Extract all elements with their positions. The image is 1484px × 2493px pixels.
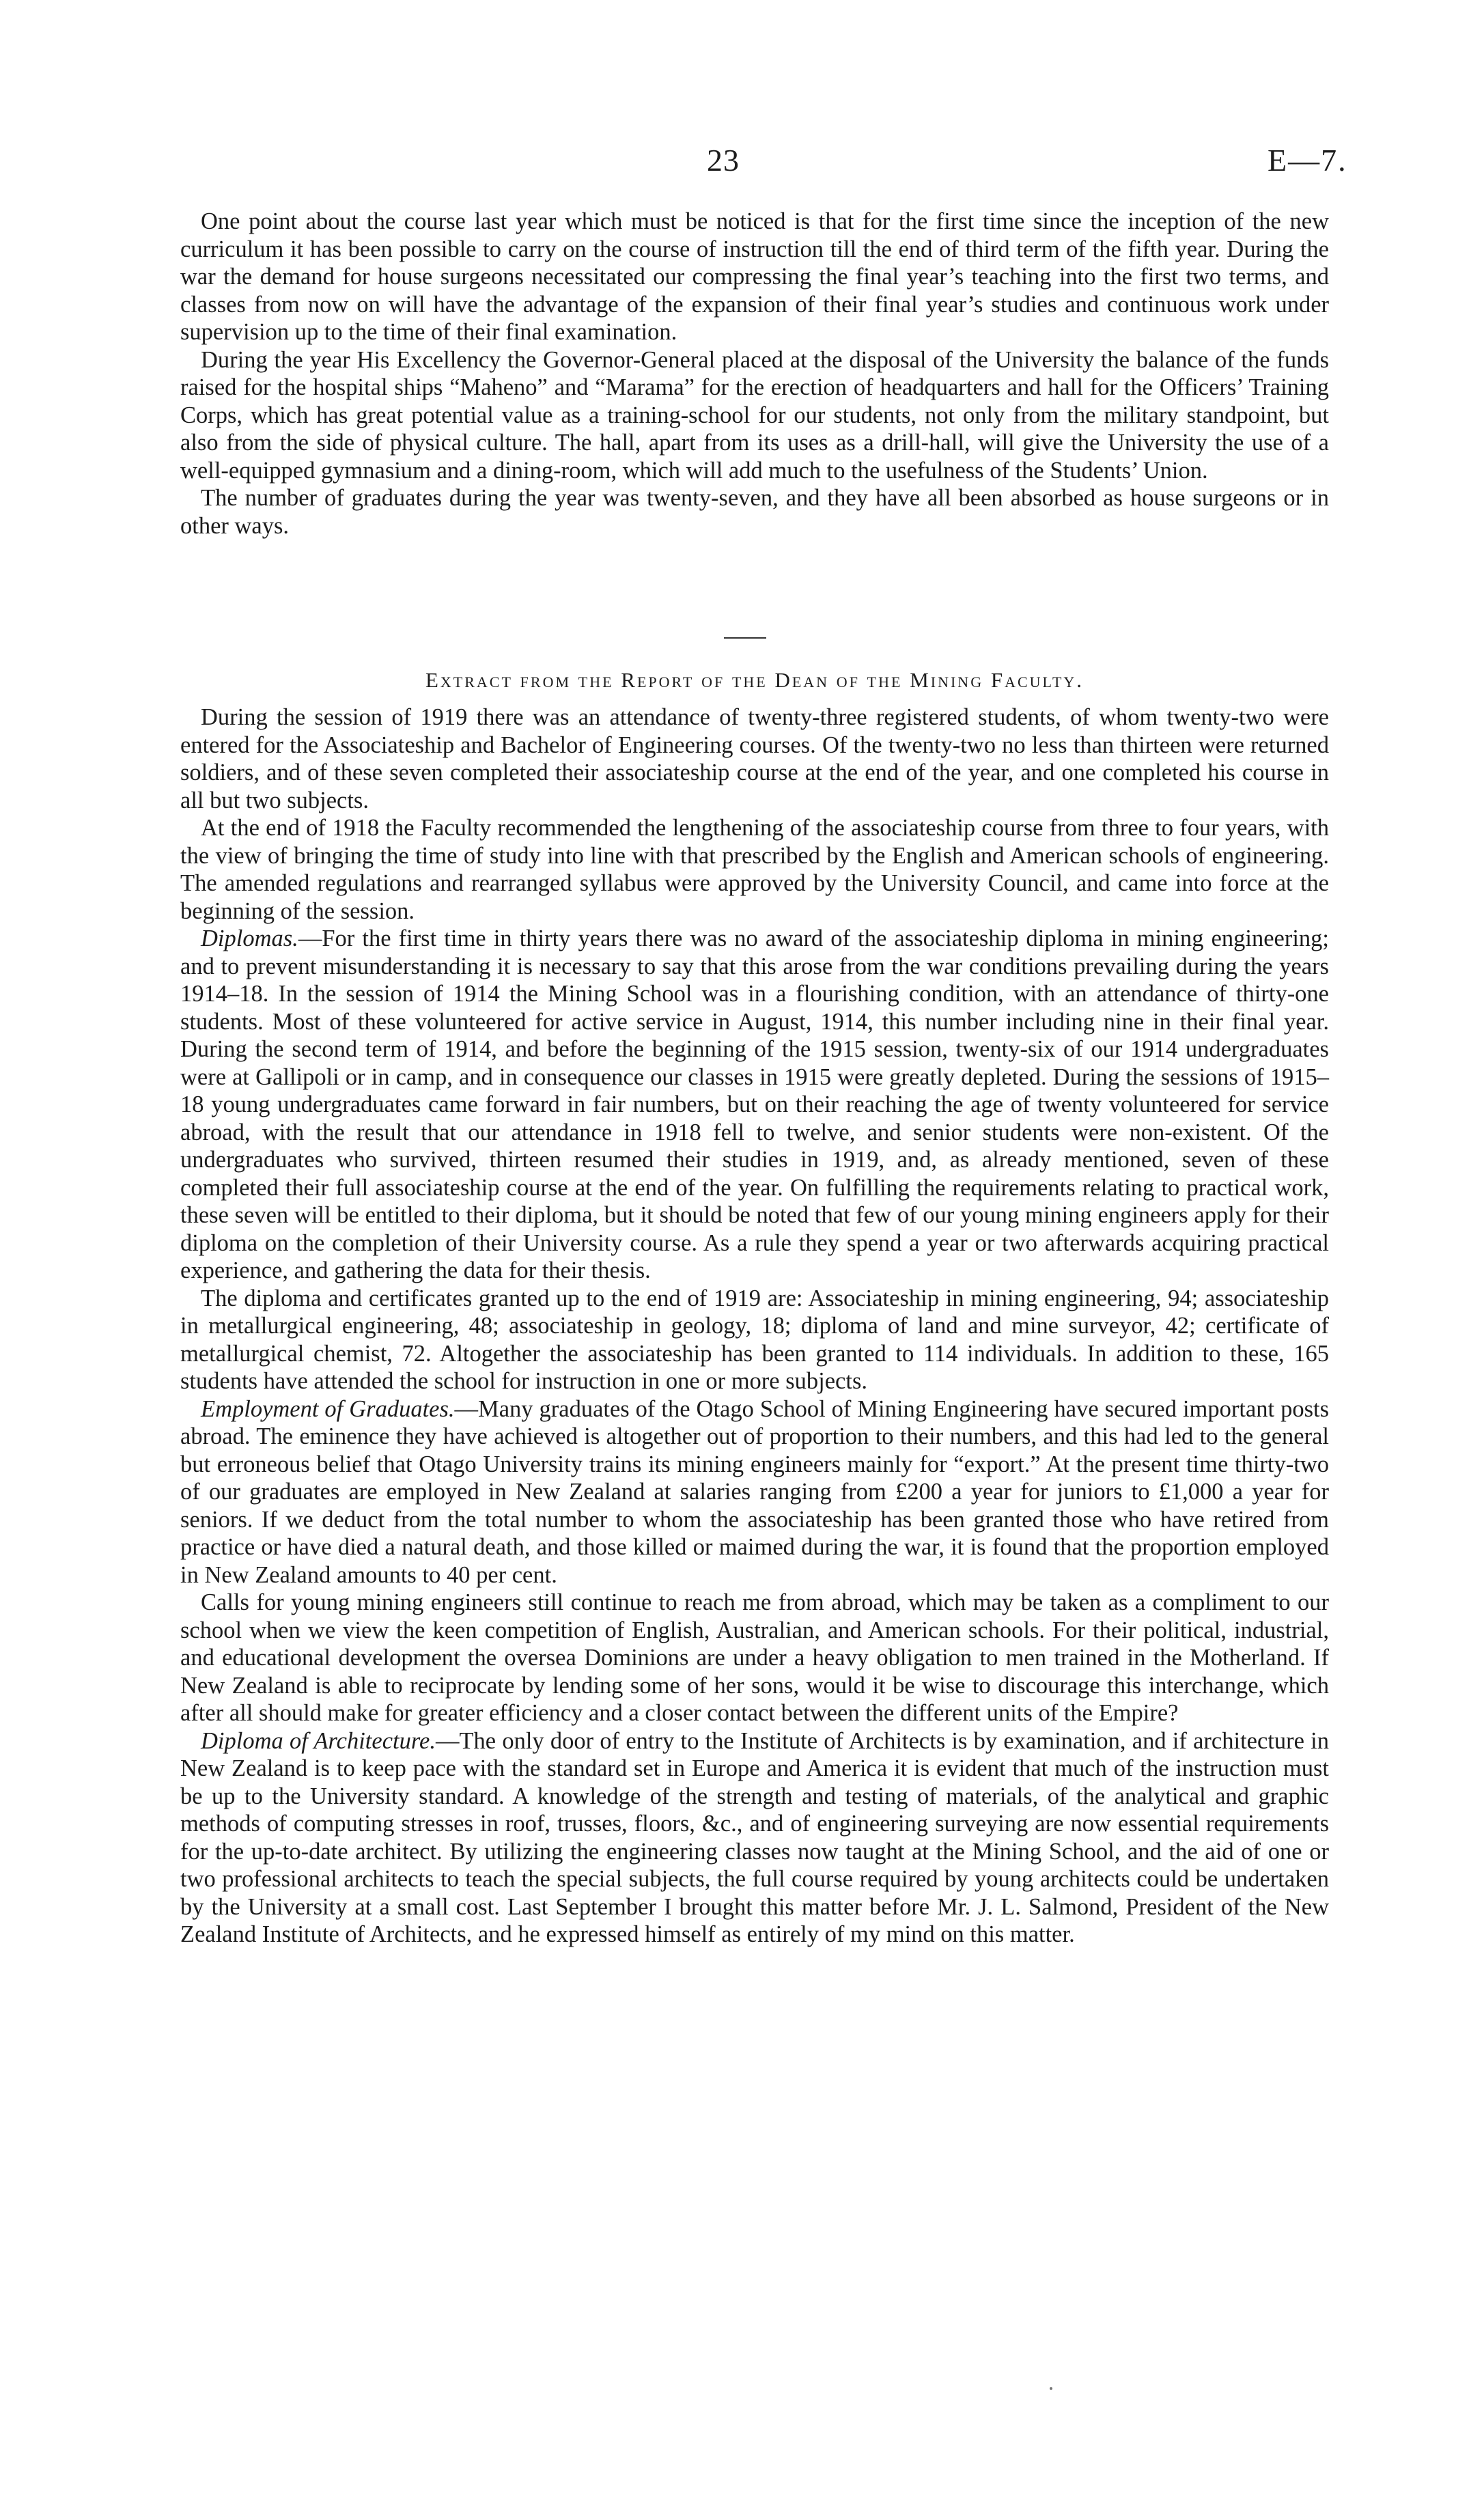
section-heading: Extract from the Report of the Dean of the Mining Faculty. bbox=[425, 668, 1084, 692]
paragraph bbox=[180, 1285, 1329, 1395]
paragraph-text: At the end of 1918 the Faculty recommended the lengthening of the associateship course from three to four years, with the view of bringing the time of study into line with that prescribed by the English and American schools of engineering. The amended regulations and rearranged syllabus were approved by the University Council, and came into force at the beginning of the session. bbox=[180, 815, 1329, 924]
paragraph-text: —Many graduates of the Otago School of Mining Engineering have secured important posts abroad. The eminence they have achieved is altogether out of proportion to their numbers, and this had led to the general but erroneous belief that Otago University trains its mining engineers mainly for “export.” At the present time thirty-two of our graduates are employed in New Zealand at salaries ranging from £200 a year for juniors to £1,000 a year for seniors. If we deduct from the total number to whom the associateship has been granted those who have retired from practice or have died a natural death, and those killed or maimed during the war, it is found that the proportion employed in New Zealand amounts to 40 per cent. bbox=[180, 1395, 1330, 1588]
report-reference: E—7. bbox=[1268, 143, 1347, 178]
paragraph: During the year His Excellency the Governor-General placed at the disposal of the University the balance of the funds raised for the hospital ships “Maheno” and “Marama” for the erection of headquarters and hall for the Officers’ Training Corps, which has great potential value as a training-school for our students, not only from the military standpoint, but also from the side of physical culture. The hall, apart from its uses as a drill-hall, will give the University the use of a well-equipped gymnasium and a dining-room, which will add much to the usefulness of the Students’ Union. bbox=[180, 346, 1329, 484]
paragraph-text: —The only door of entry to the Institute of Architects is by examination, and if architecture in New Zealand is to keep pace with the standard set in Europe and America it is evident that much of the instruction must be up to the University standard. A knowledge of the strength and testing of materials, of the analytical and graphic methods of computing stresses in roof, trusses, floors, &c., and of engineering surveying are now essential requirements for the up-to-date architect. By utilizing the engineering classes now taught at the Mining School, and the aid of one or two professional architects to teach the special subjects, the full course required by young architects could be undertaken by the University at a small cost. Last September I brought this matter before Mr. J. L. Salmond, President of the New Zealand Institute of Architects, and he expressed himself as entirely of my mind on this matter. bbox=[180, 1727, 1329, 1947]
paragraph: The number of graduates during the year was twenty-seven, and they have all been absorbed as house surgeons or in other ways. bbox=[180, 485, 1329, 539]
paragraph bbox=[180, 1395, 1329, 1589]
medical-report-text bbox=[180, 208, 1329, 540]
paragraph: One point about the course last year which must be noticed is that for the first time since the inception of the new curriculum it has been possible to carry on the course of instruction till the end of third term of the fifth year. During the war the demand for house surgeons necessitated our compressing the final year’s teaching into the first two terms, and classes from now on will have the advantage of the expansion of their final year’s studies and continuous work under supervision up to the time of their final examination. bbox=[180, 208, 1329, 345]
paragraph-text: The diploma and certificates granted up to the end of 1919 are: Associateship in mining engineering, 94; associateship in metallurgical engineering, 48; associateship in geology, 18; diploma of land and mine surveyor, 42; certificate of metallurgical chemist, 72. Altogether the associateship has been granted to 114 individuals. In addition to these, 165 students have attended the school for instruction in one or more subjects. bbox=[180, 1285, 1329, 1394]
section-divider bbox=[724, 637, 766, 639]
mining-faculty-report bbox=[180, 704, 1329, 1949]
paragraph-text: Calls for young mining engineers still continue to reach me from abroad, which may be taken as a compliment to our school when we view the keen competition of English, Australian, and American schools. For their political, industrial, and educational development the oversea Dominions are under a heavy obligation to men trained in the Motherland. If New Zealand is able to reciprocate by lending some of her sons, would it be wise to discourage this interchange, which after all should make for greater efficiency and a closer contact between the different units of the Empire? bbox=[180, 1589, 1329, 1726]
page-number: 23 bbox=[707, 143, 740, 178]
paragraph bbox=[180, 1727, 1329, 1949]
print-speck bbox=[1050, 2387, 1052, 2390]
architecture-lead: Diploma of Architecture. bbox=[201, 1727, 436, 1754]
diplomas-lead: Diplomas. bbox=[201, 925, 298, 951]
paragraph bbox=[180, 814, 1329, 925]
paragraph bbox=[180, 1589, 1329, 1727]
paragraph bbox=[180, 925, 1329, 1285]
employment-lead: Employment of Graduates. bbox=[201, 1395, 455, 1422]
paragraph-text: During the session of 1919 there was an attendance of twenty-three registered students, of whom twenty-two were entered for the Associateship and Bachelor of Engineering courses. Of the twenty-two no less than thirteen were returned soldiers, and of these seven completed their associateship course at the end of the year, and one completed his course in all but two subjects. bbox=[180, 704, 1329, 813]
paragraph bbox=[180, 704, 1329, 814]
paragraph-text: —For the first time in thirty years there was no award of the associateship diploma in mining engineering; and to prevent misunderstanding it is necessary to say that this arose from the war conditions prevailing during the years 1914–18. In the session of 1914 the Mining School was in a flourishing condition, with an attendance of thirty-one students. Most of these volunteered for active service in August, 1914, this number including nine in their final year. During the second term of 1914, and before the beginning of the 1915 session, twenty-six of our 1914 undergraduates were at Gallipoli or in camp, and in consequence our classes in 1915 were greatly depleted. During the sessions of 1915–18 young undergraduates came forward in fair numbers, but on their reaching the age of twenty volunteered for service abroad, with the result that our attendance in 1918 fell to twelve, and senior students were non-existent. Of the undergraduates who survived, thirteen resumed their studies in 1919, and, as already mentioned, seven of these completed their full associateship course at the end of the year. On fulfilling the requirements relating to practical work, these seven will be entitled to their diploma, but it should be noted that few of our young mining engineers apply for their diploma on the completion of their University course. As a rule they spend a year or two afterwards acquiring practical experience, and gathering the data for their thesis. bbox=[180, 925, 1329, 1283]
